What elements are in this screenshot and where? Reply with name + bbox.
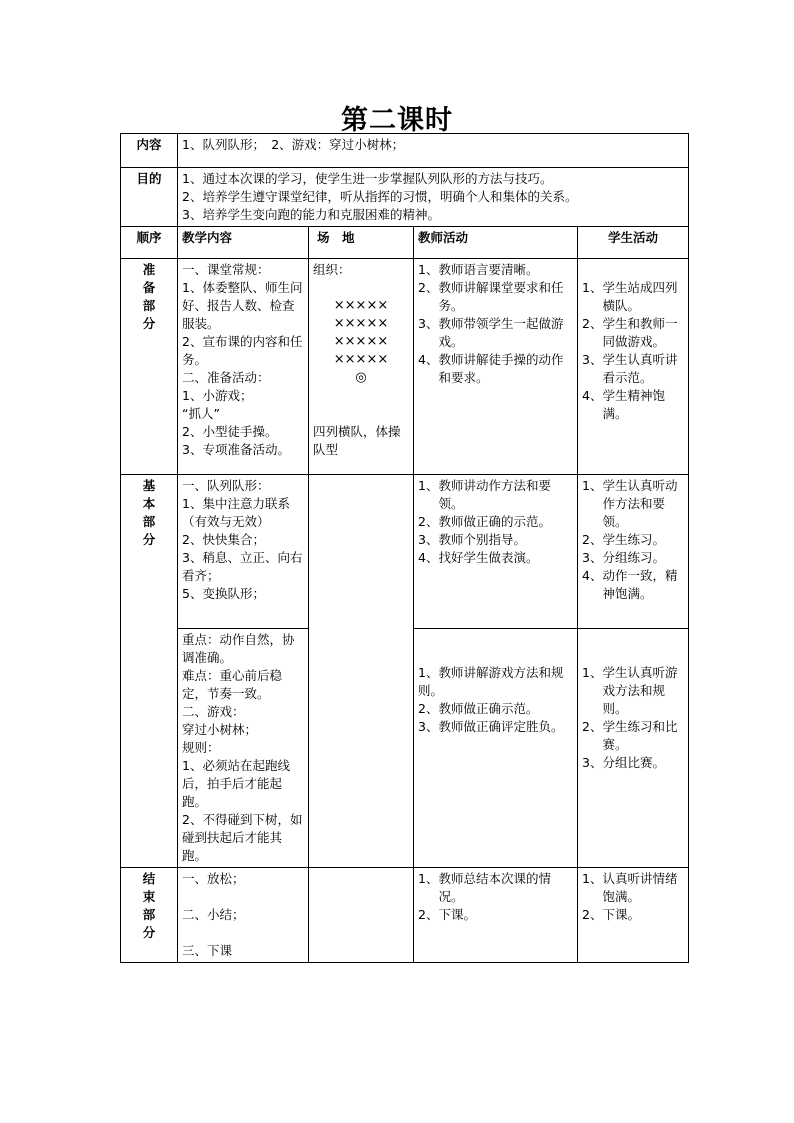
list-item: 1、 学生站成四列横队。 — [582, 280, 678, 313]
basic-content-a: 一、队列队形： 1、集中注意力联系（有效与无效） 2、快快集合； 3、稍息、立正、向右看齐； 5、变换队形； — [178, 475, 309, 629]
end-section-label: 结 束 部 分 — [121, 868, 178, 963]
page-title: 第二课时 — [341, 105, 453, 136]
list-item: 3、教师做正确评定胜负。 — [418, 719, 564, 734]
list-item: 2、 教师做正确的示范。 — [418, 514, 551, 529]
goal-list — [178, 168, 689, 227]
formation-row: ××××× — [333, 334, 389, 349]
list-item: 2、 学生和教师一同做游戏。 — [582, 316, 678, 349]
list-item: 1、 教师讲动作方法和要领。 — [418, 478, 551, 511]
goal-label: 目的 — [121, 168, 178, 227]
list-item: 3、 教师带领学生一起做游戏。 — [418, 316, 564, 349]
list-item: 3、 学生认真听讲看示范。 — [582, 352, 678, 385]
basic-teacher-b — [414, 629, 578, 868]
basic-row-a — [121, 475, 689, 629]
basic-content-b: 重点：动作自然，协调准确。 难点：重心前后稳定，节奏一致。 二、游戏： 穿过小树林； 规则： 1、必须站在起跑线后，拍手后才能起跑。 2、不得碰到下树，如碰到扶起后才能其跑。 — [178, 629, 309, 868]
list-item: 3、 教师个别指导。 — [418, 532, 526, 547]
header-teacher: 教师活动 — [414, 227, 578, 259]
prep-row — [121, 259, 689, 475]
list-item: 1、 教师总结本次课的情况。 — [418, 871, 551, 904]
basic-teacher-a — [414, 475, 578, 629]
prep-section-label: 准 备 部 分 — [121, 259, 178, 475]
venue-note: 四列横队，体操队型 — [313, 424, 401, 457]
end-teacher — [414, 868, 578, 963]
prep-teacher — [414, 259, 578, 475]
formation-row: ××××× — [333, 298, 389, 313]
list-item: 3、 分组比赛。 — [582, 755, 665, 770]
header-order: 顺序 — [121, 227, 178, 259]
formation-row: ××××× — [333, 352, 389, 367]
list-item: 3、 分组练习。 — [582, 550, 665, 565]
list-item: 4、 教师讲解徒手操的动作和要求。 — [418, 352, 564, 385]
list-item: 1、 学生认真听游戏方法和规则。 — [582, 665, 678, 716]
goal-row — [121, 168, 689, 227]
list-item: 4、 学生精神饱满。 — [582, 388, 665, 421]
list-item: 2、 教师讲解课堂要求和任务。 — [418, 280, 564, 313]
header-student: 学生活动 — [578, 227, 689, 259]
content-row — [121, 134, 689, 168]
header-content: 教学内容 — [178, 227, 309, 259]
header-row — [121, 227, 689, 259]
basic-section-label: 基 本 部 分 — [121, 475, 178, 868]
prep-student — [578, 259, 689, 475]
prep-venue — [309, 259, 414, 475]
basic-venue — [309, 475, 414, 868]
list-item: 2、 下课。 — [582, 907, 640, 922]
content-text: 1、队列队形； 2、游戏：穿过小树林； — [178, 134, 689, 168]
list-item: 2、 学生练习和比赛。 — [582, 719, 678, 752]
list-item: 1、 教师语言要清晰。 — [418, 262, 539, 277]
list-item: 2、 学生练习。 — [582, 532, 665, 547]
basic-student-b — [578, 629, 689, 868]
formation-row: ××××× — [333, 316, 389, 331]
list-item: 4、 找好学生做表演。 — [418, 550, 539, 565]
list-item: 2、 下课。 — [418, 907, 476, 922]
lesson-plan-table — [120, 133, 689, 963]
basic-student-a — [578, 475, 689, 629]
list-item: 1、 学生认真听动作方法和要领。 — [582, 478, 678, 529]
header-venue: 场 地 — [309, 227, 414, 259]
goal-item: 3、培养学生变向跑的能力和克服困难的精神。 — [182, 207, 440, 222]
venue-label: 组织： — [313, 262, 351, 277]
list-item: 1、教师讲解游戏方法和规则。 — [418, 665, 564, 698]
goal-item: 2、培养学生遵守课堂纪律，听从指挥的习惯，明确个人和集体的关系。 — [182, 189, 578, 204]
end-row — [121, 868, 689, 963]
end-venue — [309, 868, 414, 963]
goal-item: 1、通过本次课的学习，使学生进一步掌握队列队形的方法与技巧。 — [182, 171, 553, 186]
end-student — [578, 868, 689, 963]
end-content: 一、放松； 二、小结； 三、下课 — [178, 868, 309, 963]
list-item: 4、 动作一致，精神饱满。 — [582, 568, 678, 601]
prep-content: 一、课堂常规： 1、体委整队、师生问好、报告人数、检查服装。 2、宣布课的内容和任务。 二、准备活动： 1、小游戏； “抓人” 2、小型徒手操。 3、专项准备活动。 — [178, 259, 309, 475]
teacher-position-mark: ◎ — [355, 370, 367, 385]
list-item: 2、教师做正确示范。 — [418, 701, 539, 716]
list-item: 1、 认真听讲情绪饱满。 — [582, 871, 678, 904]
content-label: 内容 — [121, 134, 178, 168]
